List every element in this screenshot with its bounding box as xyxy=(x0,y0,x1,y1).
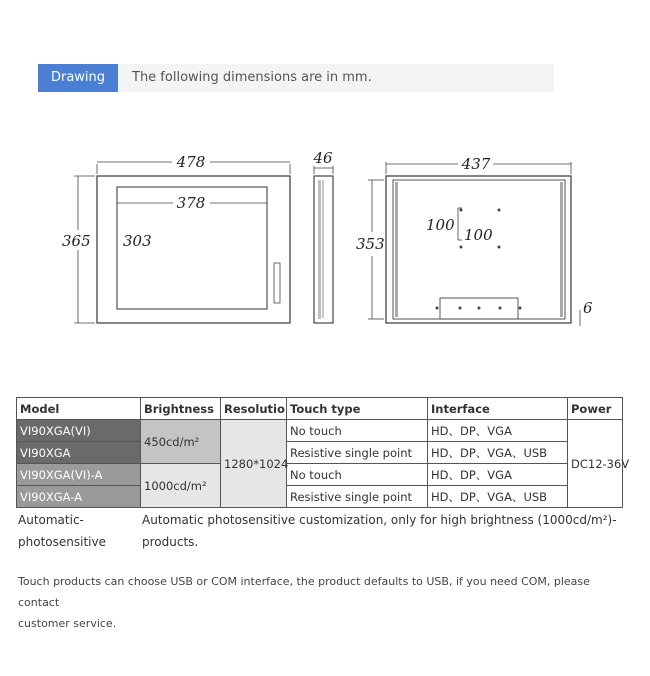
bottom-offset-label: 6 xyxy=(583,299,593,317)
table-row xyxy=(17,486,623,508)
header-touch-type: Touch type xyxy=(287,398,428,420)
back-view-frame xyxy=(386,176,571,323)
touch-cell: No touch xyxy=(287,420,428,442)
table-header-row xyxy=(17,398,623,420)
table-row xyxy=(17,420,623,442)
side-view xyxy=(314,176,333,323)
model-cell: VI90XGA-A xyxy=(17,486,141,508)
header-model: Model xyxy=(17,398,141,420)
power-cell: DC12-36V xyxy=(568,420,623,508)
front-width-label: 478 xyxy=(176,153,206,171)
interface-cell: HD、DP、VGA xyxy=(428,420,568,442)
front-height-label: 365 xyxy=(62,232,91,250)
units-note: The following dimensions are in mm. xyxy=(132,70,372,85)
auto-label: Automatic- photosensitive xyxy=(18,513,106,549)
table-row xyxy=(17,464,623,486)
touch-cell: Resistive single point xyxy=(287,486,428,508)
vesa-horizontal-label: 100 xyxy=(464,226,493,244)
interface-cell: HD、DP、VGA、USB xyxy=(428,442,568,464)
front-buttons xyxy=(274,263,280,303)
screen-height-label: 303 xyxy=(123,232,152,250)
side-depth-label: 46 xyxy=(313,149,333,167)
resolution-cell: 1280*1024 xyxy=(221,420,287,508)
back-height-label: 353 xyxy=(356,235,385,253)
header-brightness: Brightness xyxy=(141,398,221,420)
vesa-vertical-label: 100 xyxy=(426,216,455,234)
touch-cell: Resistive single point xyxy=(287,442,428,464)
interface-cell: HD、DP、VGA、USB xyxy=(428,486,568,508)
brightness-cell: 450cd/m² xyxy=(141,420,221,464)
table-row xyxy=(17,442,623,464)
header-interface: Interface xyxy=(428,398,568,420)
spec-table xyxy=(16,397,630,508)
model-cell: VI90XGA xyxy=(17,442,141,464)
screen-width-label: 378 xyxy=(176,194,206,212)
back-width-label: 437 xyxy=(461,155,491,173)
drawing-tab[interactable]: Drawing xyxy=(38,64,118,92)
touch-cell: No touch xyxy=(287,464,428,486)
header-resolution: Resolutio xyxy=(221,398,287,420)
brightness-cell: 1000cd/m² xyxy=(141,464,221,508)
model-cell: VI90XGA(VI) xyxy=(17,420,141,442)
dimension-drawing xyxy=(0,140,650,340)
model-cell: VI90XGA(VI)-A xyxy=(17,464,141,486)
auto-description: Automatic photosensitive customization, only for high brightness (1000cd/m²)- products. xyxy=(142,513,617,549)
section-header xyxy=(38,64,554,92)
touch-footnote: Touch products can choose USB or COM interface, the product defaults to USB, if you need COM, please contact customer service. xyxy=(18,575,590,630)
interface-cell: HD、DP、VGA xyxy=(428,464,568,486)
header-power: Power xyxy=(568,398,623,420)
